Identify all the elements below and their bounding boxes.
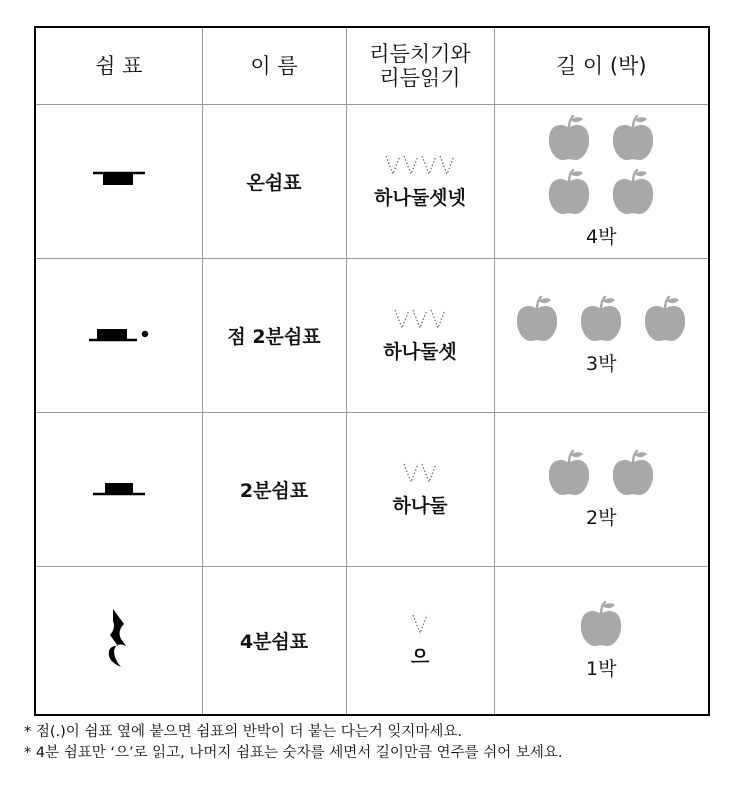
quarter-rest-icon [104, 607, 134, 671]
footnote: * 점(.)이 쉼표 옆에 붙으면 쉼표의 반박이 더 붙는 다는거 잊지마세요. [24, 724, 463, 740]
rhythm-ticks [375, 461, 465, 485]
apple-icon [546, 168, 592, 216]
apple-icon [546, 449, 592, 497]
table-row [36, 413, 708, 567]
apple-icon [578, 295, 624, 343]
rest-table-frame [34, 26, 710, 716]
apple-icon [514, 295, 560, 343]
header-rhythm [346, 28, 494, 105]
header-rhythm-line1: 리듬치기와 [369, 42, 471, 66]
rest-symbol-cell [36, 105, 202, 259]
rhythm-cell [346, 413, 494, 567]
rhythm-tick [395, 310, 409, 328]
rhythm-tick [440, 156, 454, 174]
rhythm-ticks [375, 153, 465, 177]
rest-table [36, 28, 708, 714]
rhythm-cell [346, 105, 494, 259]
rest-symbol-cell [36, 259, 202, 413]
footnote: * 4분 쉼표만 ‘으’로 읽고, 나머지 쉼표는 숫자를 세면서 길이만큼 연주를 쉬어 보세요. [24, 745, 563, 761]
rhythm-tick [404, 156, 418, 174]
header-rest: 쉼 표 [36, 28, 202, 105]
apple-icon [546, 114, 592, 162]
length-cell [494, 259, 708, 413]
apple-icon [578, 600, 624, 648]
header-row [36, 28, 708, 105]
rhythm-tick [431, 310, 445, 328]
rest-name: 점 2분쉼표 [202, 259, 346, 413]
apple-icon [610, 449, 656, 497]
apple-icon [642, 295, 688, 343]
rhythm-tick [386, 156, 400, 174]
rest-symbol-cell [36, 413, 202, 567]
dotted-half-rest-icon [85, 323, 153, 345]
header-name: 이 름 [202, 28, 346, 105]
rhythm-tick [413, 310, 427, 328]
header-rhythm-line2: 리듬읽기 [379, 66, 461, 90]
apple-group [501, 295, 701, 343]
footnotes [24, 722, 562, 764]
rest-name: 온쉼표 [202, 105, 346, 259]
rhythm-count: 하나둘셋 [383, 341, 457, 363]
beats-label: 4박 [586, 226, 617, 248]
rhythm-tick [413, 615, 427, 633]
beats-label: 2박 [586, 507, 617, 529]
rest-name: 2분쉼표 [202, 413, 346, 567]
beats-label: 1박 [586, 658, 617, 680]
rhythm-tick [422, 156, 436, 174]
rhythm-ticks [375, 307, 465, 331]
length-cell [494, 105, 708, 259]
rhythm-count: 하나둘 [392, 495, 448, 517]
length-cell [494, 567, 708, 715]
rhythm-ticks [375, 612, 465, 636]
rest-name: 4분쉼표 [202, 567, 346, 715]
apple-group [541, 114, 661, 216]
rhythm-tick [422, 464, 436, 482]
table-row [36, 105, 708, 259]
apple-icon [610, 168, 656, 216]
rhythm-cell [346, 567, 494, 715]
table-row [36, 259, 708, 413]
rhythm-cell [346, 259, 494, 413]
length-cell [494, 413, 708, 567]
apple-group [541, 449, 661, 497]
rhythm-count: 하나둘셋넷 [374, 187, 466, 209]
beats-label: 3박 [586, 353, 617, 375]
apple-group [541, 600, 661, 648]
rhythm-count: 으 [410, 646, 430, 668]
apple-icon [610, 114, 656, 162]
rest-symbol-cell [36, 567, 202, 715]
rhythm-tick [404, 464, 418, 482]
table-row [36, 567, 708, 715]
header-length: 길 이 (박) [494, 28, 708, 105]
whole-rest-icon [89, 170, 149, 190]
half-rest-icon [89, 478, 149, 498]
